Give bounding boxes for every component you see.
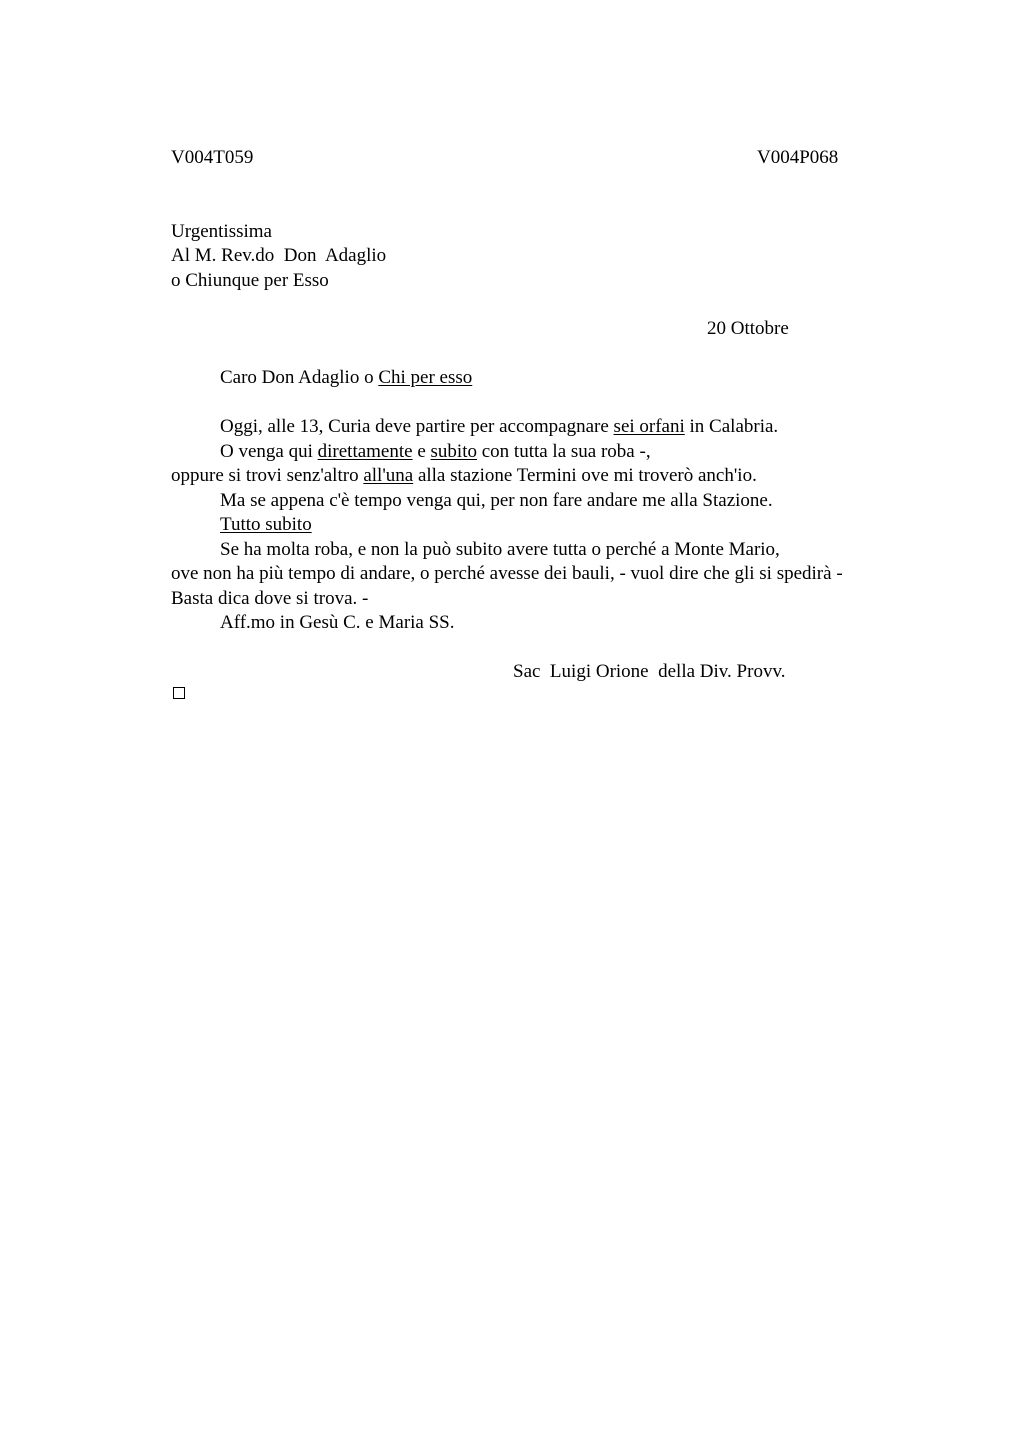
body-line-2: [220, 440, 651, 464]
body-text: oppure si trovi senz'altro: [171, 465, 364, 486]
body-line-6: Se ha molta roba, e non la può subito avere tutta o perché a Monte Mario,: [220, 539, 780, 560]
salutation: [220, 366, 472, 390]
document-code-right: V004P068: [757, 147, 839, 168]
signature: Sac Luigi Orione della Div. Provv.: [513, 661, 786, 682]
address-recipient: Al M. Rev.do Don Adaglio: [171, 245, 387, 266]
address-alternate: o Chiunque per Esso: [171, 270, 329, 291]
body-underlined: all'una: [363, 465, 414, 486]
body-line-7: ove non ha più tempo di andare, o perché avesse dei bauli, - vuol dire che gli si spedirà -: [171, 563, 843, 584]
body-underlined: sei orfani: [613, 416, 685, 437]
body-text: e: [412, 441, 431, 462]
body-line-4: Ma se appena c'è tempo venga qui, per non fare andare me alla Stazione.: [220, 490, 773, 511]
body-line-3: [171, 464, 757, 488]
body-line-5: Tutto subito: [220, 514, 312, 535]
salutation-text: Caro Don Adaglio o: [220, 367, 379, 388]
document-code-left: V004T059: [171, 147, 254, 168]
body-underlined: direttamente: [317, 441, 413, 462]
body-text: O venga qui: [220, 441, 318, 462]
checkbox-square-icon: [173, 687, 185, 699]
body-text: in Calabria.: [684, 416, 779, 437]
letter-date: 20 Ottobre: [707, 318, 789, 339]
body-text: Oggi, alle 13, Curia deve partire per accompagnare: [220, 416, 614, 437]
body-line-1: [220, 415, 778, 439]
closing: Aff.mo in Gesù C. e Maria SS.: [220, 612, 455, 633]
salutation-underlined: Chi per esso: [378, 367, 473, 388]
body-line-8: Basta dica dove si trova. -: [171, 588, 369, 609]
body-text: alla stazione Termini ove mi troverò anch'io.: [413, 465, 757, 486]
body-text: con tutta la sua roba -,: [476, 441, 651, 462]
body-underlined: subito: [430, 441, 477, 462]
address-urgency: Urgentissima: [171, 221, 272, 242]
